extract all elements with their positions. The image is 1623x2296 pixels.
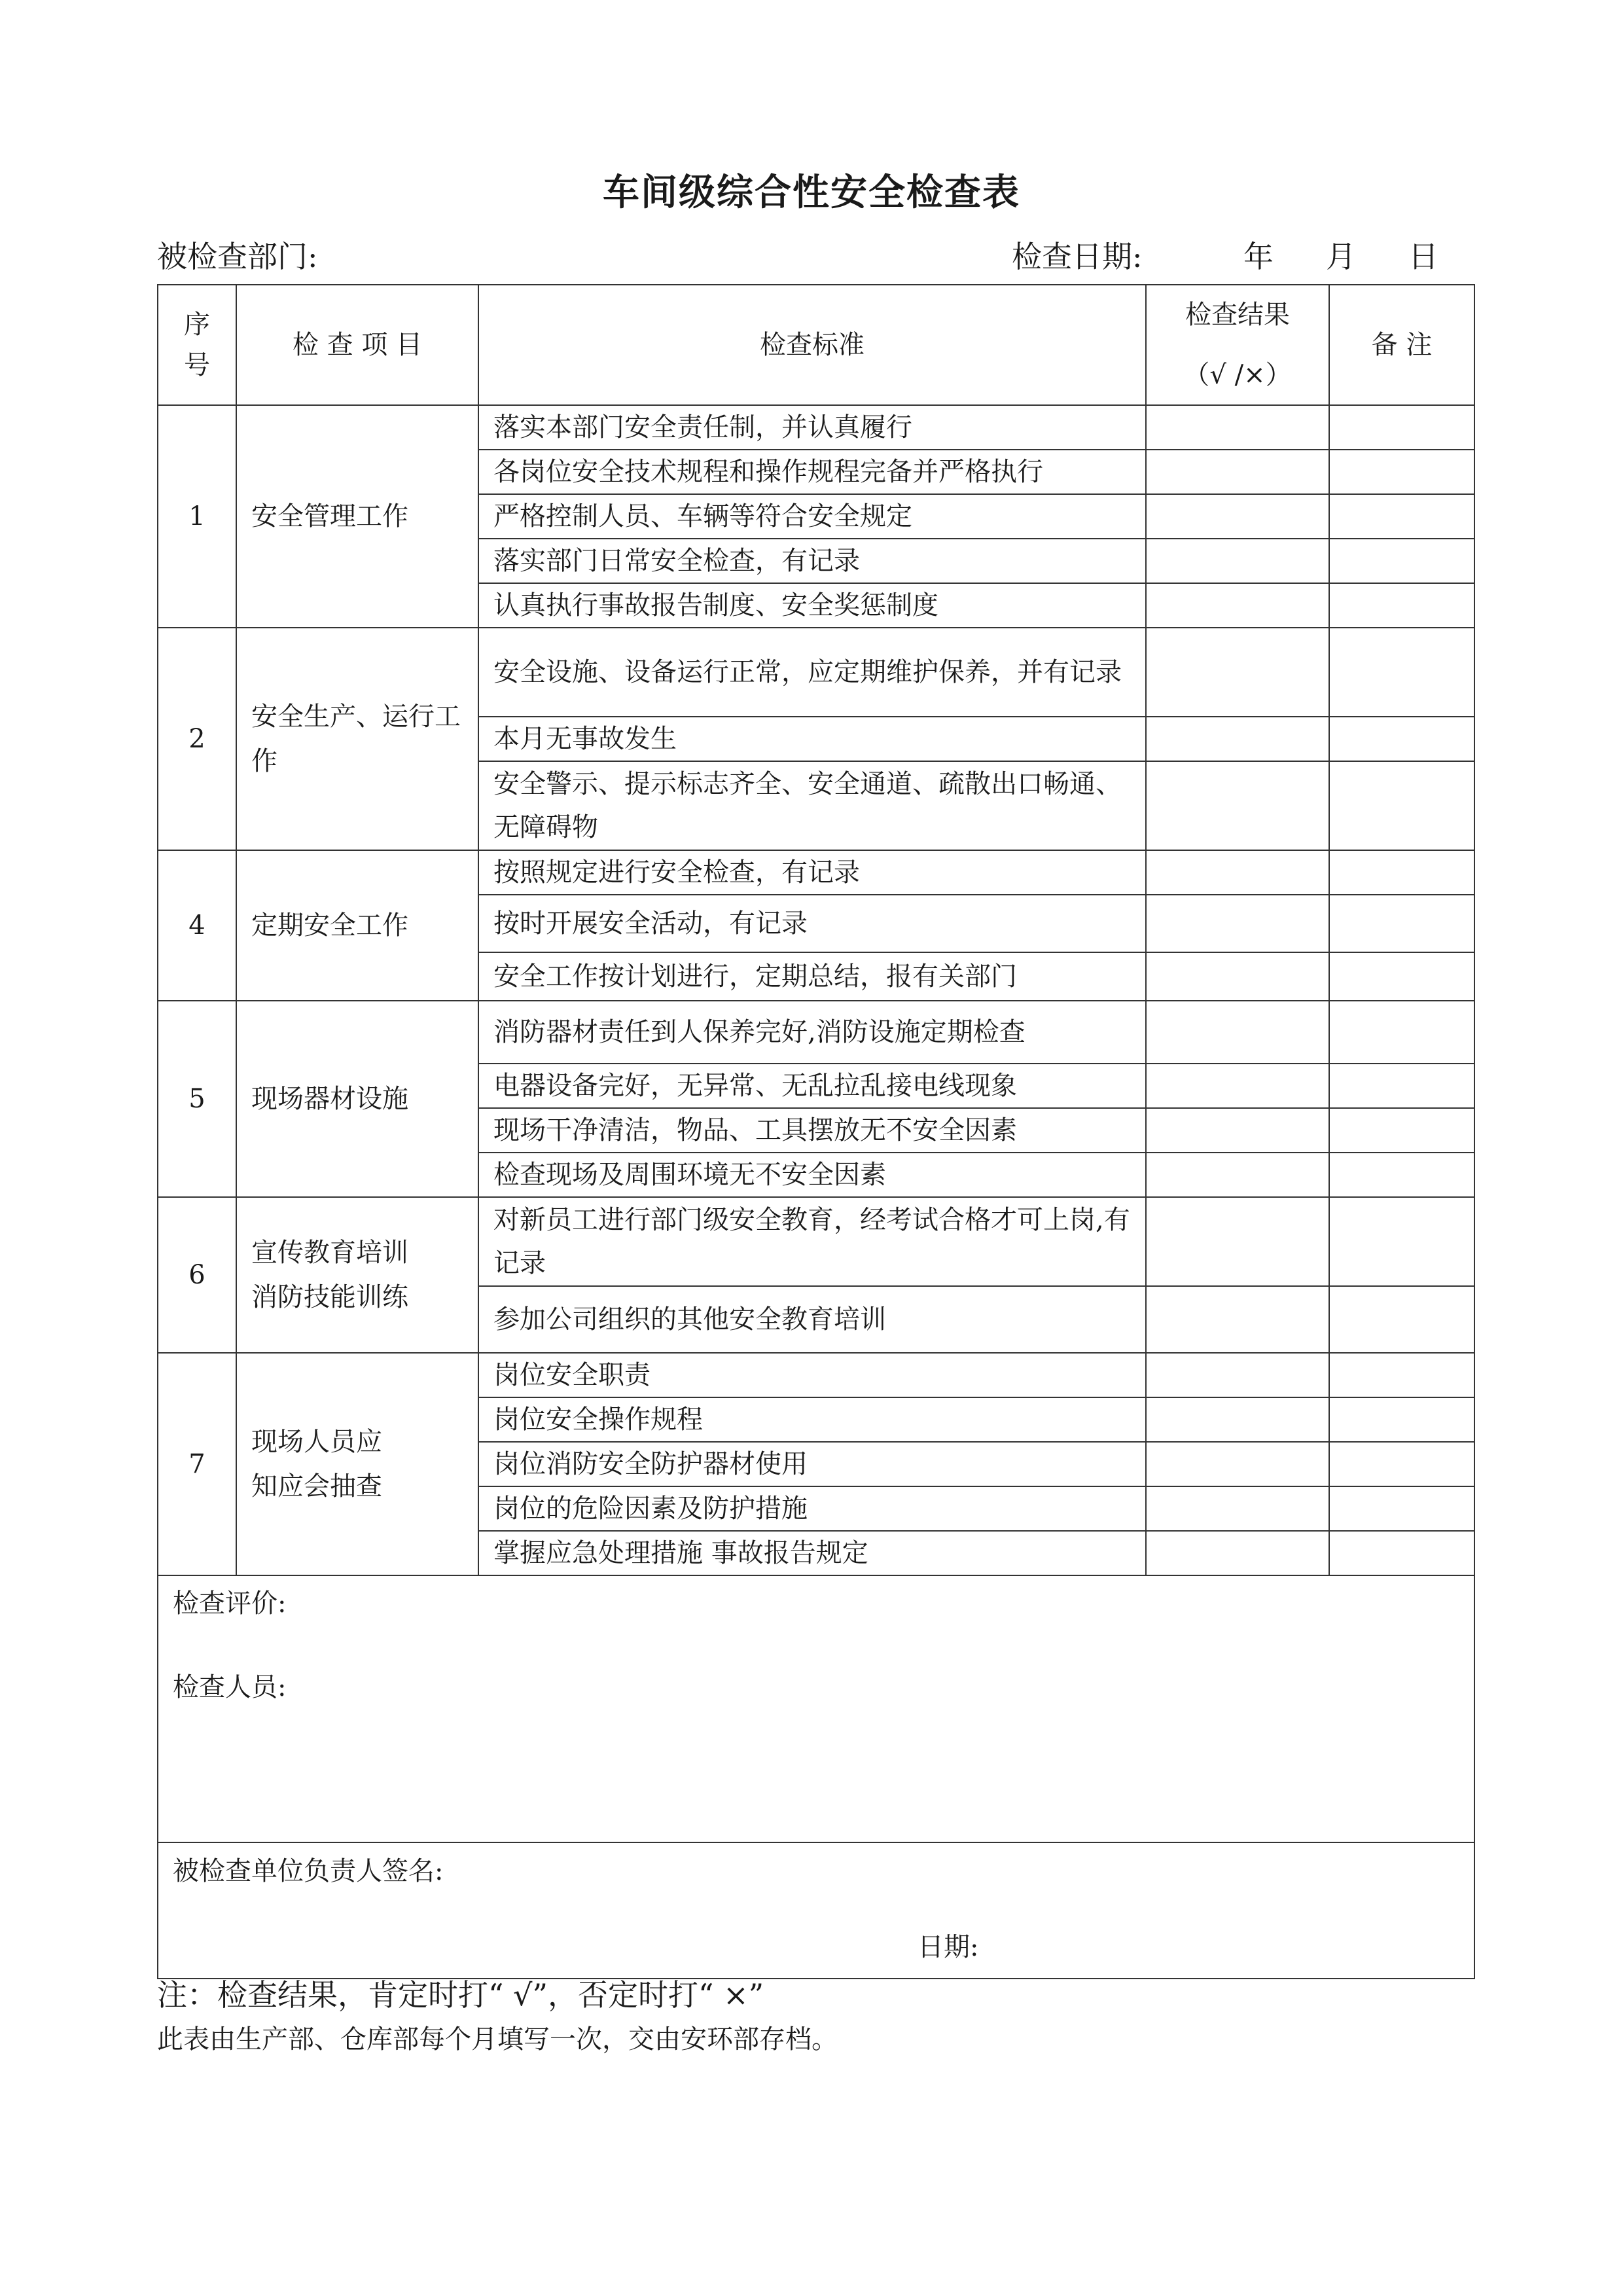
standard-cell: 对新员工进行部门级安全教育，经考试合格才可上岗,有记录 [478,1197,1146,1286]
standard-cell: 安全警示、提示标志齐全、安全通道、疏散出口畅通、无障碍物 [478,761,1146,850]
col-no-top: 序 [184,310,210,340]
result-cell[interactable] [1146,450,1329,494]
table-row [158,405,1474,450]
result-cell[interactable] [1146,850,1329,895]
standard-cell: 安全工作按计划进行，定期总结，报有关部门 [478,952,1146,1001]
group-item: 安全管理工作 [236,405,478,628]
remark-cell[interactable] [1329,628,1474,717]
group-item-line1: 宣传教育培训 [251,1238,408,1268]
group-no: 5 [158,1001,236,1197]
remark-cell[interactable] [1329,1001,1474,1064]
result-cell[interactable] [1146,628,1329,717]
note-filing: 此表由生产部、仓库部每个月填写一次，交由安环部存档。 [157,2024,838,2054]
group-item: 现场器材设施 [236,1001,478,1197]
signature-row [158,1842,1474,1979]
group-item [236,1197,478,1353]
dept-label: 被检查部门: [157,239,318,274]
remark-cell[interactable] [1329,952,1474,1001]
remark-cell[interactable] [1329,450,1474,494]
remark-cell[interactable] [1329,1486,1474,1531]
standard-cell: 各岗位安全技术规程和操作规程完备并严格执行 [478,450,1146,494]
group-no: 4 [158,850,236,1001]
group-item-line1: 现场人员应 [251,1427,382,1457]
group-no: 2 [158,628,236,850]
result-cell[interactable] [1146,1353,1329,1397]
remark-cell[interactable] [1329,1108,1474,1153]
table-row [158,628,1474,717]
result-cell[interactable] [1146,1286,1329,1353]
result-cell[interactable] [1146,539,1329,583]
remark-cell[interactable] [1329,1531,1474,1575]
result-cell[interactable] [1146,405,1329,450]
result-cell[interactable] [1146,1108,1329,1153]
remark-cell[interactable] [1329,1197,1474,1286]
remark-cell[interactable] [1329,1064,1474,1108]
standard-cell: 安全设施、设备运行正常，应定期维护保养，并有记录 [478,628,1146,717]
col-result-header [1146,285,1329,405]
standard-cell: 按时开展安全活动，有记录 [478,895,1146,952]
standard-cell: 岗位安全操作规程 [478,1397,1146,1442]
remark-cell[interactable] [1329,1442,1474,1486]
result-cell[interactable] [1146,1064,1329,1108]
standard-cell: 岗位安全职责 [478,1353,1146,1397]
standard-cell: 岗位消防安全防护器材使用 [478,1442,1146,1486]
remark-cell[interactable] [1329,1286,1474,1353]
result-cell[interactable] [1146,1486,1329,1531]
result-cell[interactable] [1146,1153,1329,1197]
inspector-label: 检查人员: [173,1672,287,1702]
note-result-symbols: 注：检查结果，肯定时打“ √”，否定时打“ ×” [157,1977,764,2013]
table-row [158,850,1474,895]
standard-cell: 认真执行事故报告制度、安全奖惩制度 [478,583,1146,628]
col-remark-header: 备 注 [1329,285,1474,405]
signature-cell[interactable] [158,1842,1474,1979]
result-cell[interactable] [1146,494,1329,539]
group-no: 1 [158,405,236,628]
group-item-line2: 知应会抽查 [251,1471,382,1501]
remark-cell[interactable] [1329,1397,1474,1442]
standard-cell: 落实本部门安全责任制，并认真履行 [478,405,1146,450]
col-no-header [158,285,236,405]
remark-cell[interactable] [1329,895,1474,952]
evaluation-cell[interactable] [158,1575,1474,1842]
table-row [158,1001,1474,1064]
standard-cell: 消防器材责任到人保养完好,消防设施定期检查 [478,1001,1146,1064]
date-label: 检查日期: [1012,239,1143,274]
evaluation-label: 检查评价: [173,1588,287,1619]
signature-date-label: 日期: [918,1932,979,1962]
result-cell[interactable] [1146,952,1329,1001]
remark-cell[interactable] [1329,494,1474,539]
group-item: 定期安全工作 [236,850,478,1001]
evaluation-row [158,1575,1474,1842]
group-item-line2: 消防技能训练 [251,1282,408,1312]
day-label: 日 [1408,239,1438,274]
standard-cell: 检查现场及周围环境无不安全因素 [478,1153,1146,1197]
col-result-bottom: （√ /×） [1183,360,1292,390]
result-cell[interactable] [1146,1197,1329,1286]
year-label: 年 [1243,239,1274,274]
table-row [158,1353,1474,1397]
group-no: 7 [158,1353,236,1575]
standard-cell: 按照规定进行安全检查，有记录 [478,850,1146,895]
result-cell[interactable] [1146,1531,1329,1575]
group-item: 安全生产、运行工作 [236,628,478,850]
col-item-header: 检 查 项 目 [236,285,478,405]
month-label: 月 [1326,239,1356,274]
standard-cell: 掌握应急处理措施 事故报告规定 [478,1531,1146,1575]
signature-label: 被检查单位负责人签名: [173,1856,444,1886]
result-cell[interactable] [1146,583,1329,628]
col-result-top: 检查结果 [1185,300,1290,330]
remark-cell[interactable] [1329,761,1474,850]
remark-cell[interactable] [1329,1353,1474,1397]
result-cell[interactable] [1146,1442,1329,1486]
result-cell[interactable] [1146,1397,1329,1442]
col-standard-header: 检查标准 [478,285,1146,405]
col-no-bottom: 号 [184,350,210,380]
table-row [158,1197,1474,1286]
remark-cell[interactable] [1329,850,1474,895]
standard-cell: 参加公司组织的其他安全教育培训 [478,1286,1146,1353]
standard-cell: 电器设备完好，无异常、无乱拉乱接电线现象 [478,1064,1146,1108]
standard-cell: 岗位的危险因素及防护措施 [478,1486,1146,1531]
group-item [236,1353,478,1575]
result-cell[interactable] [1146,717,1329,761]
group-no: 6 [158,1197,236,1353]
standard-cell: 落实部门日常安全检查，有记录 [478,539,1146,583]
standard-cell: 严格控制人员、车辆等符合安全规定 [478,494,1146,539]
remark-cell[interactable] [1329,717,1474,761]
date-line [1012,237,1438,276]
result-cell[interactable] [1146,1001,1329,1064]
remark-cell[interactable] [1329,583,1474,628]
standard-cell: 本月无事故发生 [478,717,1146,761]
remark-cell[interactable] [1329,1153,1474,1197]
inspection-table [157,284,1475,1979]
standard-cell: 现场干净清洁，物品、工具摆放无不安全因素 [478,1108,1146,1153]
remark-cell[interactable] [1329,539,1474,583]
page-title: 车间级综合性安全检查表 [603,171,1020,214]
result-cell[interactable] [1146,895,1329,952]
table-header-row [158,285,1474,405]
remark-cell[interactable] [1329,405,1474,450]
result-cell[interactable] [1146,761,1329,850]
